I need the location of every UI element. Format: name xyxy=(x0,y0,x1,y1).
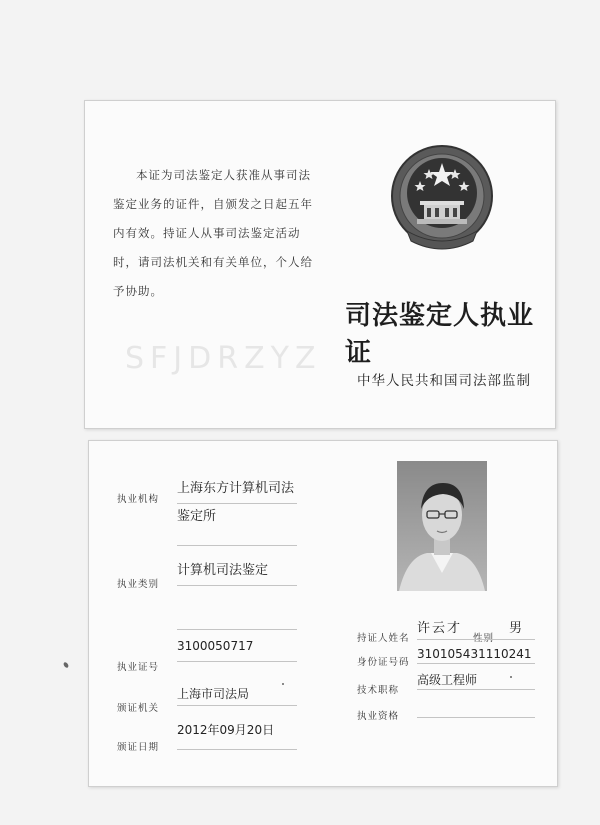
gender-value: 男 xyxy=(509,621,523,636)
divider xyxy=(177,661,297,662)
certificate-info-page xyxy=(88,440,558,787)
id-number-value: 310105431110241 xyxy=(417,647,532,661)
divider xyxy=(417,663,535,664)
license-number-label: 执业证号 xyxy=(117,662,160,673)
issuer-text: 中华人民共和国司法部监制 xyxy=(357,373,531,389)
divider xyxy=(177,545,297,546)
holder-name-value: 许云才 xyxy=(417,621,463,636)
portrait-photo xyxy=(397,461,487,591)
holder-name-label: 持证人姓名 xyxy=(357,633,410,644)
issue-date-label: 颁证日期 xyxy=(117,742,160,753)
issue-date-value: 2012年09月20日 xyxy=(177,723,275,737)
scan-speck xyxy=(510,676,512,678)
watermark-text: SFJDRZYZ xyxy=(125,341,322,376)
certificate-cover xyxy=(84,100,556,429)
divider xyxy=(177,749,297,750)
category-value: 计算机司法鉴定 xyxy=(177,563,269,578)
technical-title-value: 高级工程师 xyxy=(417,673,478,687)
issuing-authority-label: 颁证机关 xyxy=(117,703,160,714)
national-emblem-icon xyxy=(387,141,497,253)
divider xyxy=(417,639,535,640)
divider xyxy=(177,705,297,706)
divider xyxy=(417,717,535,718)
institution-value-line2: 鉴定所 xyxy=(177,509,217,524)
scan-speck xyxy=(282,683,284,685)
notice-text: 本证为司法鉴定人获准从事司法鉴定业务的证件，自颁发之日起五年内有效。持证人从事司法鉴定活动时，请司法机关和有关单位，个人给予协助。 xyxy=(113,168,313,298)
divider xyxy=(177,629,297,630)
institution-value-line1: 上海东方计算机司法 xyxy=(177,481,295,496)
gender-label: 性别 xyxy=(473,633,495,644)
id-number-label: 身份证号码 xyxy=(357,657,410,668)
divider xyxy=(177,585,297,586)
issuing-authority-value: 上海市司法局 xyxy=(177,687,250,701)
certificate-title: 司法鉴定人执业证 xyxy=(345,301,535,368)
institution-label: 执业机构 xyxy=(117,494,160,505)
divider xyxy=(177,503,297,504)
category-label: 执业类别 xyxy=(117,579,160,590)
qualification-label: 执业资格 xyxy=(357,711,400,722)
technical-title-label: 技术职称 xyxy=(357,685,400,696)
license-number-value: 3100050717 xyxy=(177,639,254,653)
divider xyxy=(417,689,535,690)
